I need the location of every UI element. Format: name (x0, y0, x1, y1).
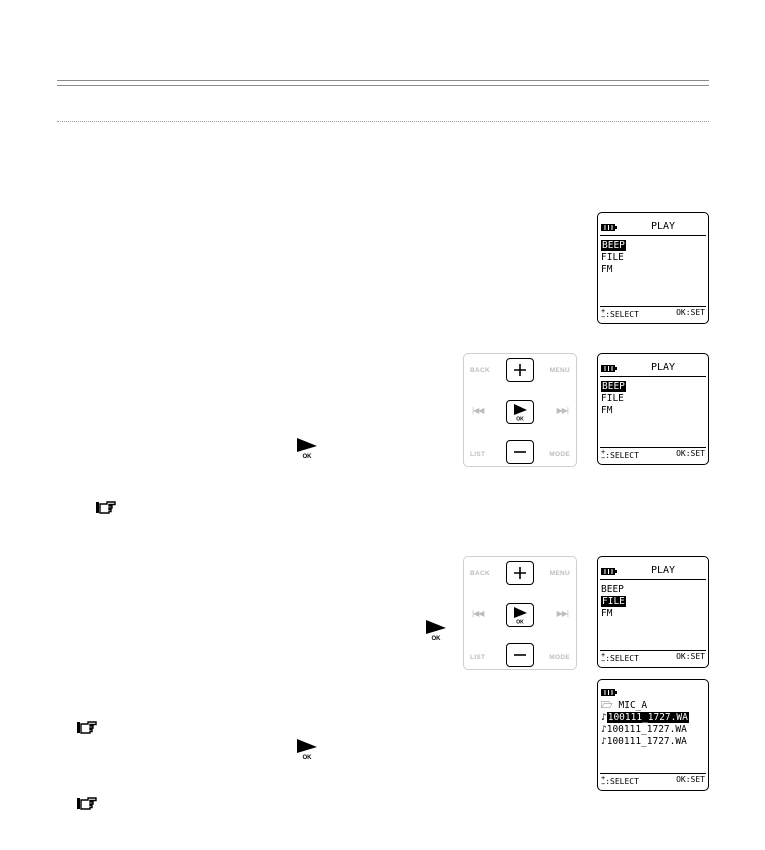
menu-item-beep: BEEP (601, 584, 624, 595)
ok-play-icon (510, 403, 530, 421)
file-name: 100111_1727.WA (606, 736, 687, 747)
svg-text:OK: OK (516, 619, 524, 624)
lcd-title: PLAY (650, 565, 676, 576)
footer-select: :SELECT (605, 777, 639, 786)
menu-item-beep: BEEP (602, 240, 625, 251)
header-dotted-rule (57, 121, 709, 122)
music-note-icon: ♪ (601, 712, 607, 723)
menu-item-fm: FM (601, 608, 613, 619)
ok-play-button[interactable] (506, 400, 534, 424)
lcd-divider (600, 447, 706, 448)
minus-icon (513, 648, 527, 662)
menu-label: MENU (549, 367, 570, 374)
lcd-divider (600, 773, 706, 774)
plus-icon (513, 363, 527, 377)
lcd-divider (600, 376, 706, 377)
file-name: 100111_1727.WA (606, 724, 687, 735)
lcd-footer (601, 775, 705, 787)
lcd-divider (600, 579, 706, 580)
previous-icon: |◀◀ (472, 609, 484, 618)
button-pad (463, 353, 577, 467)
lcd-screen-play-beep (597, 212, 709, 324)
minus-icon (513, 445, 527, 459)
lcd-divider (600, 235, 706, 236)
previous-icon: |◀◀ (472, 406, 484, 415)
back-label: BACK (470, 570, 490, 577)
lcd-divider (600, 650, 706, 651)
svg-text:OK: OK (516, 416, 524, 421)
lcd-menu (601, 240, 626, 276)
footer-select: :SELECT (605, 451, 639, 460)
list-item (601, 712, 689, 724)
list-label: LIST (470, 451, 486, 458)
file-name: 100111_1727.WA (607, 712, 688, 723)
music-note-icon: ♪ (601, 724, 607, 735)
footer-select: :SELECT (605, 310, 639, 319)
list-label: LIST (470, 654, 486, 661)
menu-item-beep: BEEP (602, 381, 625, 392)
lcd-footer (601, 449, 705, 461)
lcd-title: PLAY (650, 221, 676, 232)
footer-set: OK:SET (676, 775, 705, 784)
lcd-footer (601, 308, 705, 320)
minus-button[interactable] (506, 440, 534, 464)
ok-play-icon (424, 619, 448, 641)
next-icon: ▶▶| (556, 609, 568, 618)
button-pad (463, 556, 577, 670)
lcd-footer (601, 652, 705, 664)
menu-item-file: FILE (602, 596, 625, 607)
menu-item-file: FILE (601, 252, 624, 263)
footer-set: OK:SET (676, 308, 705, 317)
ok-play-icon (510, 606, 530, 624)
folder-icon: 🗁 (601, 700, 613, 711)
back-label: BACK (470, 367, 490, 374)
pointing-hand-icon (95, 500, 117, 514)
next-icon: ▶▶| (556, 406, 568, 415)
list-item (601, 724, 689, 736)
list-item (601, 736, 689, 748)
lcd-divider (600, 306, 706, 307)
menu-item-fm: FM (601, 405, 613, 416)
footer-set: OK:SET (676, 449, 705, 458)
plus-minus-icon: + − (601, 651, 606, 665)
plus-minus-icon: + − (601, 307, 606, 321)
ok-play-icon (295, 437, 319, 459)
plus-minus-icon: + − (601, 448, 606, 462)
folder-name: MIC_A (618, 700, 648, 711)
plus-button[interactable] (506, 358, 534, 382)
lcd-title: PLAY (650, 362, 676, 373)
svg-text:OK: OK (431, 636, 441, 641)
mode-label: MODE (549, 654, 570, 661)
ok-play-icon (295, 738, 319, 760)
footer-set: OK:SET (676, 652, 705, 661)
svg-text:OK: OK (302, 755, 312, 760)
footer-select: :SELECT (605, 654, 639, 663)
pointing-hand-icon (76, 720, 98, 734)
battery-icon (601, 689, 615, 696)
menu-label: MENU (549, 570, 570, 577)
plus-button[interactable] (506, 561, 534, 585)
mode-label: MODE (549, 451, 570, 458)
menu-item-fm: FM (601, 264, 613, 275)
lcd-menu (601, 584, 626, 620)
plus-icon (513, 566, 527, 580)
minus-button[interactable] (506, 643, 534, 667)
menu-item-file: FILE (601, 393, 624, 404)
music-note-icon: ♪ (601, 736, 607, 747)
folder-row (601, 700, 647, 712)
lcd-screen-play-file (597, 556, 709, 668)
lcd-screen-file-list (597, 679, 709, 791)
header-double-rule (57, 80, 709, 86)
pointing-hand-icon (76, 796, 98, 810)
lcd-screen-play-beep-2 (597, 353, 709, 465)
plus-minus-icon: + − (601, 774, 606, 788)
svg-text:OK: OK (302, 454, 312, 459)
lcd-menu (601, 381, 626, 417)
ok-play-button[interactable] (506, 603, 534, 627)
file-list (601, 712, 689, 748)
